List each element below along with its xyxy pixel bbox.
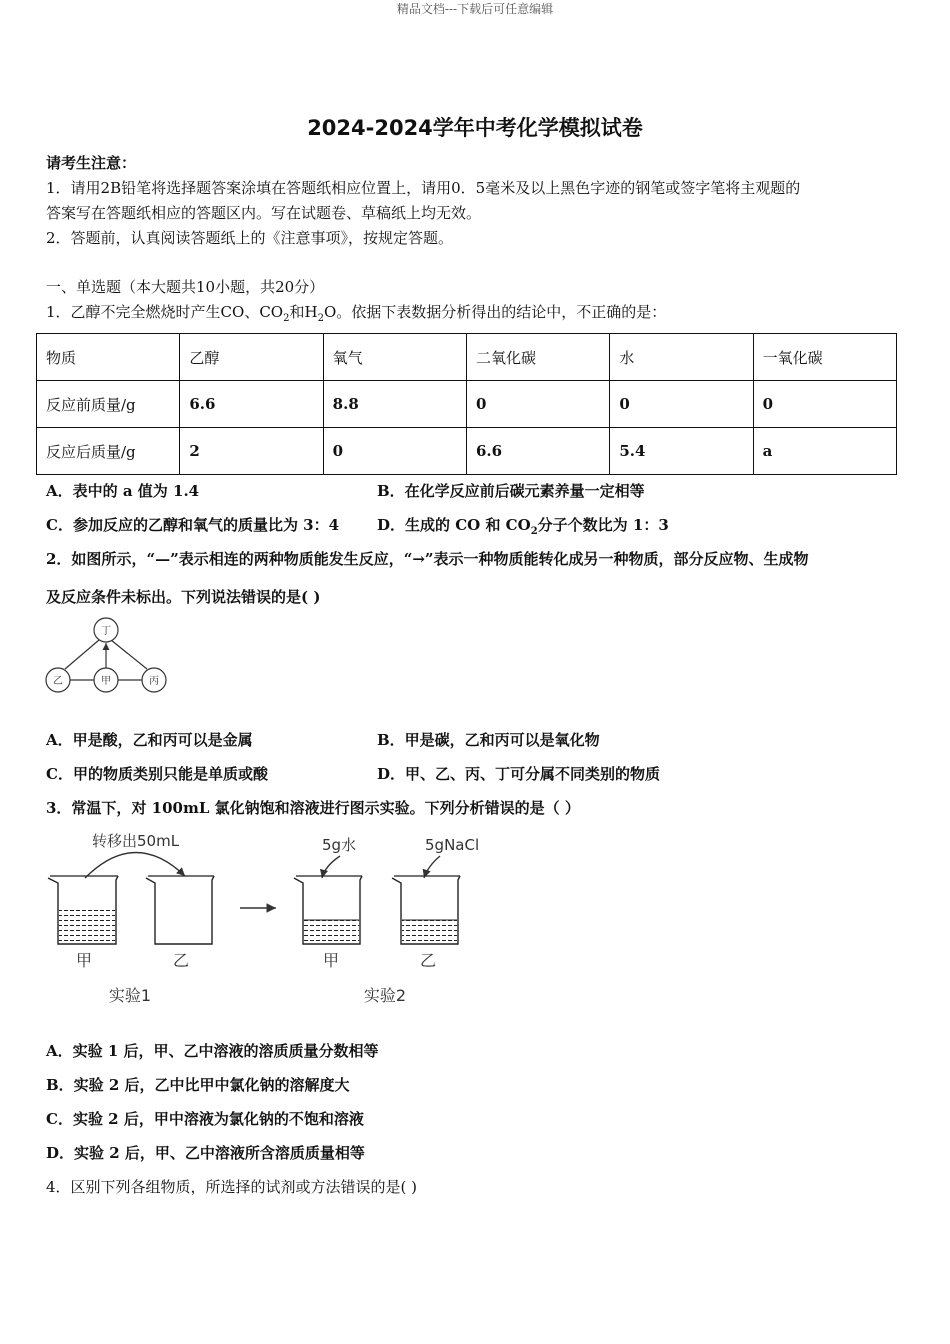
table-cell: 2 [180, 428, 323, 475]
q1-option-a: A．表中的 a 值为 1.4 [46, 482, 200, 500]
q1-option-d-part-a: D．生成的 CO 和 CO [377, 516, 531, 534]
notice-item-1-line-2: 答案写在答题纸相应的答题区内。写在试题卷、草稿纸上均无效。 [46, 204, 482, 222]
transfer-arrow [85, 852, 185, 878]
q1-option-d-part-b: 分子个数比为 1：3 [537, 516, 669, 534]
add-water-label: 5g水 [322, 836, 357, 854]
page-title: 2024-2024学年中考化学模拟试卷 [307, 116, 643, 140]
q3-option-d: D．实验 2 后，甲、乙中溶液所含溶质质量相等 [46, 1144, 365, 1162]
table-header-cell: 水 [610, 334, 753, 381]
node-jia-label: 甲 [101, 676, 111, 687]
beaker-jia-exp2 [294, 876, 362, 944]
add-nacl-arrow [424, 856, 440, 878]
table-header-cell: 氧气 [323, 334, 466, 381]
table-cell: 5.4 [610, 428, 753, 475]
label-jia-exp1: 甲 [75, 951, 93, 970]
add-nacl-label: 5gNaCl [425, 836, 480, 854]
notice-item-2: 2．答题前，认真阅读答题纸上的《注意事项》，按规定答题。 [46, 229, 454, 247]
notice-heading: 请考生注意： [46, 154, 137, 172]
beaker-yi-exp1 [146, 876, 214, 944]
q2-option-c: C．甲的物质类别只能是单质或酸 [46, 765, 268, 783]
question-4-stem: 4．区别下列各组物质，所选择的试剂或方法错误的是( ) [46, 1178, 418, 1196]
question-1-stem [46, 301, 666, 324]
q2-relation-diagram [40, 612, 180, 702]
relation-line [65, 640, 99, 669]
table-header-cell: 一氧化碳 [753, 334, 896, 381]
add-water-arrow [322, 856, 340, 878]
question-2-stem-line-2: 及反应条件未标出。下列说法错误的是( ) [46, 588, 321, 606]
node-ding-label: 丁 [101, 626, 111, 637]
q2-option-a: A．甲是酸，乙和丙可以是金属 [46, 731, 253, 749]
label-yi-exp1: 乙 [172, 951, 190, 970]
page-header: 精品文档---下载后可任意编辑 [396, 2, 554, 16]
table-header-cell: 二氧化碳 [466, 334, 609, 381]
q1-stem-part-b: 和H [289, 303, 318, 321]
q2-option-b: B．甲是碳，乙和丙可以是氧化物 [377, 731, 600, 749]
table-row [37, 428, 897, 475]
q3-experiment-figure [40, 828, 500, 1013]
mass-data-table [36, 333, 897, 475]
transfer-label: 转移出50mL [92, 832, 180, 850]
section-heading: 一、单选题（本大题共10小题，共20分） [46, 278, 325, 296]
q3-option-b: B．实验 2 后，乙中比甲中氯化钠的溶解度大 [46, 1076, 350, 1094]
table-cell: 0 [610, 381, 753, 428]
table-cell: 6.6 [180, 381, 323, 428]
q1-sub-h2o: 2 [317, 313, 324, 324]
notice-item-1-line-1: 1．请用2B铅笔将选择题答案涂填在答题纸相应位置上，请用0．5毫米及以上黑色字迹的钢笔或签字笔将主观题的 [46, 179, 801, 197]
table-cell: a [753, 428, 896, 475]
table-header-cell: 乙醇 [180, 334, 323, 381]
q1-option-d-sub: 2 [530, 526, 538, 537]
table-row [37, 381, 897, 428]
q2-option-d: D．甲、乙、丙、丁可分属不同类别的物质 [377, 765, 661, 783]
table-cell: 0 [466, 381, 609, 428]
beaker-jia-exp1 [48, 876, 118, 944]
question-3-stem: 3．常温下，对 100mL 氯化钠饱和溶液进行图示实验。下列分析错误的是（ ） [46, 799, 580, 817]
q1-option-c: C．参加反应的乙醇和氧气的质量比为 3：4 [46, 516, 340, 534]
q3-option-c: C．实验 2 后，甲中溶液为氯化钠的不饱和溶液 [46, 1110, 364, 1128]
label-experiment-1: 实验1 [108, 986, 152, 1005]
table-cell: 0 [753, 381, 896, 428]
q1-sub-co2: 2 [283, 313, 290, 324]
relation-line [111, 640, 147, 669]
table-cell: 反应后质量/g [37, 428, 180, 475]
node-yi-label: 乙 [53, 676, 63, 687]
table-header-cell: 物质 [37, 334, 180, 381]
table-header-row [37, 334, 897, 381]
table-cell: 反应前质量/g [37, 381, 180, 428]
label-experiment-2: 实验2 [363, 986, 407, 1005]
question-2-stem-line-1: 2．如图所示，“—”表示相连的两种物质能发生反应，“→”表示一种物质能转化成另一种物质，部分反应物、生成物 [46, 550, 809, 568]
q1-option-d [377, 514, 669, 537]
beaker-yi-exp2 [392, 876, 460, 944]
label-yi-exp2: 乙 [419, 951, 437, 970]
q1-stem-part-c: O。依据下表数据分析得出的结论中，不正确的是： [323, 303, 667, 321]
q3-option-a: A．实验 1 后，甲、乙中溶液的溶质质量分数相等 [46, 1042, 379, 1060]
table-cell: 6.6 [466, 428, 609, 475]
table-cell: 8.8 [323, 381, 466, 428]
q1-stem-part-a: 1．乙醇不完全燃烧时产生CO、CO [46, 303, 284, 321]
node-bing-label: 丙 [149, 676, 159, 687]
table-cell: 0 [323, 428, 466, 475]
q1-option-b: B．在化学反应前后碳元素养量一定相等 [377, 482, 645, 500]
label-jia-exp2: 甲 [322, 951, 340, 970]
